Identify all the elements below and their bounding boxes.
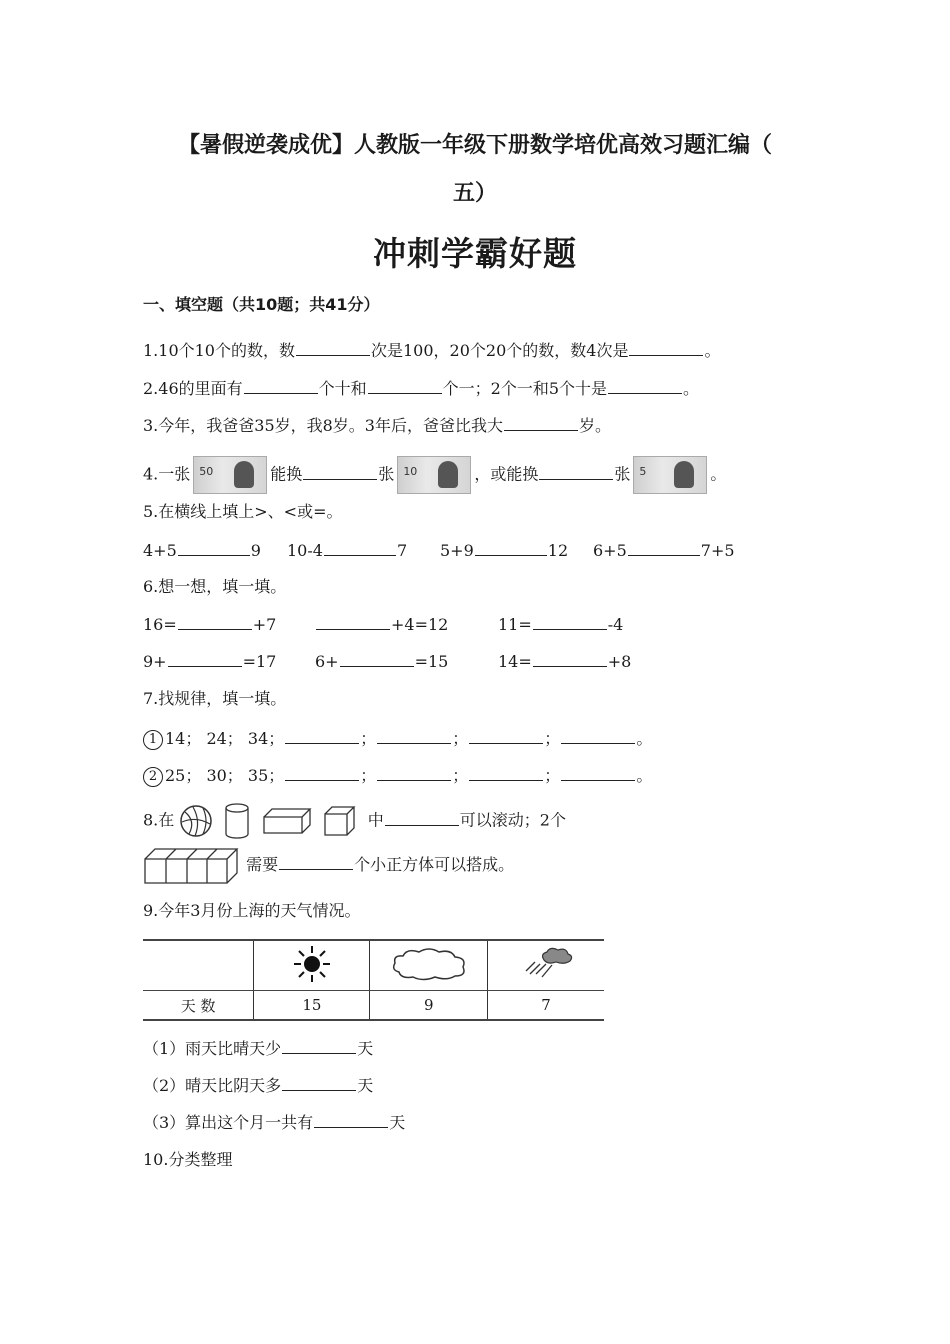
q9-sub-text: （1）雨天比晴天少 xyxy=(143,1039,282,1058)
answer-blank[interactable] xyxy=(475,538,547,556)
cube-icon xyxy=(323,805,357,837)
q6-text: 16= xyxy=(143,615,177,634)
banknote-denomination: 10 xyxy=(403,465,418,478)
answer-blank[interactable] xyxy=(368,376,442,394)
q5-item xyxy=(440,538,568,563)
empty-cell xyxy=(143,940,254,991)
q7-end: 。 xyxy=(636,766,653,785)
answer-blank[interactable] xyxy=(629,338,703,356)
answer-blank[interactable] xyxy=(178,538,250,556)
q8-text-c: 可以滚动；2个 xyxy=(459,810,566,830)
q7-sequence-text: 14； 24； 34； xyxy=(165,729,285,748)
weather-icon-row xyxy=(143,940,604,991)
sunny-cell xyxy=(254,940,370,991)
q7-separator: ； xyxy=(360,766,377,785)
q7-separator: ； xyxy=(452,766,469,785)
answer-blank[interactable] xyxy=(324,538,396,556)
answer-blank[interactable] xyxy=(279,852,353,870)
answer-blank[interactable] xyxy=(533,612,607,630)
q5-left: 6+5 xyxy=(593,541,627,560)
banknote-denomination: 5 xyxy=(639,465,647,478)
q8-text-b: 中 xyxy=(367,810,384,830)
q7-sequence-1 xyxy=(143,726,652,750)
answer-blank[interactable] xyxy=(282,1036,356,1054)
answer-blank[interactable] xyxy=(296,338,370,356)
q4-text-b: 能换 xyxy=(270,464,303,484)
question-3 xyxy=(143,413,611,437)
q5-left: 5+9 xyxy=(440,541,474,560)
answer-blank[interactable] xyxy=(469,763,543,781)
question-4 xyxy=(143,456,727,484)
answer-blank[interactable] xyxy=(504,413,578,431)
q1-text-a: 1.10个10个的数，数 xyxy=(143,341,295,360)
q3-text-a: 3.今年，我爸爸35岁，我8岁。3年后，爸爸比我大 xyxy=(143,416,503,435)
q6-item xyxy=(143,612,276,637)
q6-item xyxy=(498,612,623,637)
q5-left: 4+5 xyxy=(143,541,177,560)
q2-text-a: 2.46的里面有 xyxy=(143,379,243,398)
q7-end: 。 xyxy=(636,729,653,748)
worksheet-title-continued: 五） xyxy=(452,181,497,206)
q5-right: 9 xyxy=(250,541,261,560)
portrait-icon xyxy=(438,461,458,488)
q4-text-c: 张 xyxy=(378,464,395,484)
q7-separator: ； xyxy=(452,729,469,748)
cloud-icon xyxy=(389,946,469,982)
q8-text-a: 8.在 xyxy=(143,810,175,830)
cylinder-icon xyxy=(224,802,250,840)
q6-text: 11= xyxy=(498,615,532,634)
q5-item xyxy=(143,538,261,563)
q5-left: 10-4 xyxy=(287,541,323,560)
q5-right: 7+5 xyxy=(700,541,735,560)
q7-separator: ； xyxy=(544,766,561,785)
cuboid-icon xyxy=(262,807,312,835)
answer-blank[interactable] xyxy=(469,726,543,744)
answer-blank[interactable] xyxy=(561,763,635,781)
q6-text: =15 xyxy=(414,652,449,671)
answer-blank[interactable] xyxy=(316,612,390,630)
answer-blank[interactable] xyxy=(561,726,635,744)
question-1 xyxy=(143,338,720,362)
answer-blank[interactable] xyxy=(303,462,377,480)
answer-blank[interactable] xyxy=(285,763,359,781)
q1-text-c: 。 xyxy=(704,341,721,360)
cloudy-cell xyxy=(370,940,488,991)
rainy-cell xyxy=(488,940,604,991)
sunny-days-value: 15 xyxy=(254,991,370,1021)
banknote-50-image xyxy=(193,456,267,494)
q5-right: 12 xyxy=(547,541,569,560)
cube-stack-icon xyxy=(143,847,239,885)
question-2 xyxy=(143,376,699,400)
q7-separator: ； xyxy=(360,729,377,748)
question-7: 7.找规律，填一填。 xyxy=(143,689,287,708)
worksheet-title: 【暑假逆袭成优】人教版一年级下册数学培优高效习题汇编（ xyxy=(177,133,772,158)
q9-sub-text: （3）算出这个月一共有 xyxy=(143,1113,314,1132)
answer-blank[interactable] xyxy=(377,726,451,744)
portrait-icon xyxy=(674,461,694,488)
q6-text: 14= xyxy=(498,652,532,671)
weather-table xyxy=(143,939,604,1021)
days-label: 天 数 xyxy=(143,991,254,1021)
q5-item xyxy=(287,538,407,563)
q2-text-b: 个十和 xyxy=(318,379,367,398)
answer-blank[interactable] xyxy=(533,649,607,667)
q5-item xyxy=(593,538,735,563)
q5-right: 7 xyxy=(396,541,408,560)
circled-number-2: 2 xyxy=(143,767,163,787)
cloudy-days-value: 9 xyxy=(370,991,488,1021)
q9-sub-unit: 天 xyxy=(389,1113,406,1132)
rainy-days-value: 7 xyxy=(488,991,604,1021)
q6-text: -4 xyxy=(607,615,624,634)
main-title: 冲刺学霸好题 xyxy=(373,234,577,273)
q7-sequence-2 xyxy=(143,763,652,787)
question-8-continued xyxy=(143,845,514,885)
answer-blank[interactable] xyxy=(340,649,414,667)
answer-blank[interactable] xyxy=(377,763,451,781)
answer-blank[interactable] xyxy=(608,376,682,394)
q6-item xyxy=(498,649,631,674)
q8-text-d: 需要 xyxy=(246,855,279,874)
answer-blank[interactable] xyxy=(314,1110,388,1128)
answer-blank[interactable] xyxy=(628,538,700,556)
portrait-icon xyxy=(234,461,254,488)
q7-separator: ； xyxy=(544,729,561,748)
answer-blank[interactable] xyxy=(282,1073,356,1091)
rain-cloud-icon xyxy=(516,944,576,984)
q6-text: 6+ xyxy=(315,652,339,671)
ball-icon xyxy=(179,804,213,838)
q6-text: +4=12 xyxy=(391,615,449,634)
q6-item xyxy=(315,612,448,637)
banknote-5-image xyxy=(633,456,707,494)
banknote-denomination: 50 xyxy=(199,465,214,478)
q2-text-c: 个一；2个一和5个十是 xyxy=(442,379,608,398)
answer-blank[interactable] xyxy=(178,612,252,630)
answer-blank[interactable] xyxy=(244,376,318,394)
q6-text: +7 xyxy=(252,615,277,634)
question-9: 9.今年3月份上海的天气情况。 xyxy=(143,901,361,920)
q6-text: +8 xyxy=(607,652,632,671)
question-5: 5.在横线上填上>、<或=。 xyxy=(143,502,343,521)
banknote-10-image xyxy=(397,456,471,494)
q6-item xyxy=(315,649,448,674)
q6-text: =17 xyxy=(242,652,277,671)
section-heading: 一、填空题（共10题；共41分） xyxy=(143,295,380,314)
q2-text-d: 。 xyxy=(683,379,700,398)
q6-text: 9+ xyxy=(143,652,167,671)
q3-text-b: 岁。 xyxy=(579,416,612,435)
sun-icon xyxy=(292,944,332,984)
question-8 xyxy=(143,802,566,836)
answer-blank[interactable] xyxy=(168,649,242,667)
q4-text-e: 张 xyxy=(614,464,631,484)
q9-sub-text: （2）晴天比阴天多 xyxy=(143,1076,282,1095)
days-row xyxy=(143,991,604,1021)
q9-sub-2 xyxy=(143,1073,373,1097)
question-10: 10.分类整理 xyxy=(143,1150,233,1169)
q4-text-f: 。 xyxy=(710,464,727,484)
circled-number-1: 1 xyxy=(143,730,163,750)
answer-blank[interactable] xyxy=(285,726,359,744)
q8-text-e: 个小正方体可以搭成。 xyxy=(354,855,515,874)
q6-item xyxy=(143,649,276,674)
q9-sub-1 xyxy=(143,1036,373,1060)
q4-text-d: ，或能换 xyxy=(474,464,539,484)
q7-sequence-text: 25； 30； 35； xyxy=(165,766,285,785)
answer-blank[interactable] xyxy=(539,462,613,480)
q9-sub-unit: 天 xyxy=(357,1039,374,1058)
question-6: 6.想一想，填一填。 xyxy=(143,577,287,596)
q1-text-b: 次是100，20个20个的数，数4次是 xyxy=(371,341,629,360)
q9-sub-3 xyxy=(143,1110,405,1134)
answer-blank[interactable] xyxy=(385,808,459,826)
q9-sub-unit: 天 xyxy=(357,1076,374,1095)
q4-text-a: 4.一张 xyxy=(143,464,191,484)
